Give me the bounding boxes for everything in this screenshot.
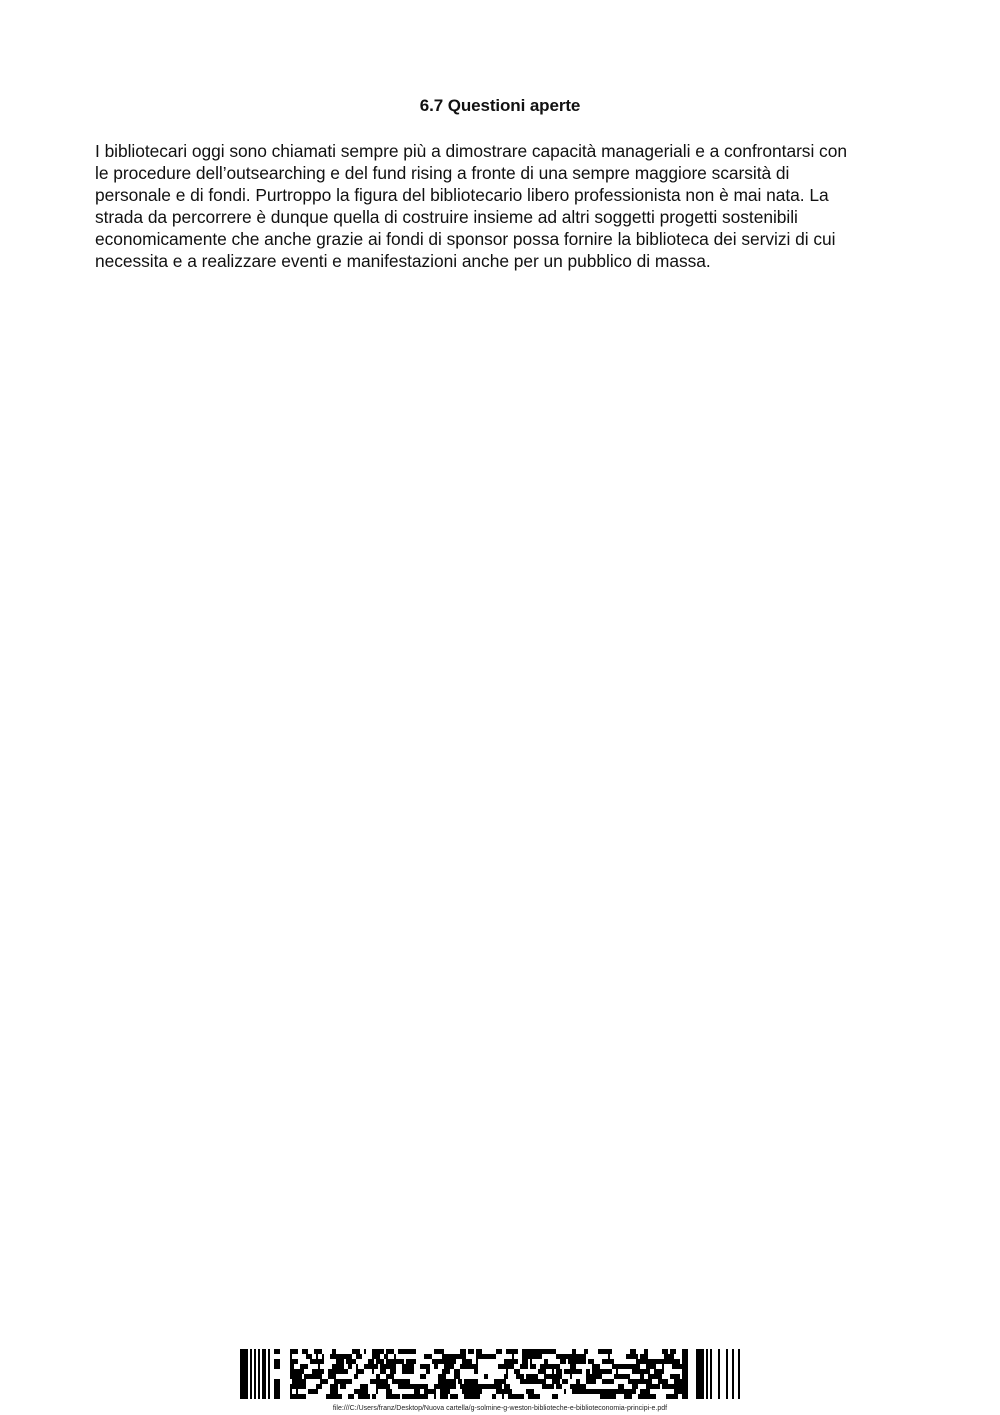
pdf417-barcode-icon <box>240 1349 746 1399</box>
paragraph-line: strada da percorrere è dunque quella di costruire insieme ad altri soggetti progetti sostenibili <box>95 207 798 227</box>
paragraph-line: necessita e a realizzare eventi e manifestazioni anche per un pubblico di massa. <box>95 251 711 271</box>
paragraph-line: le procedure dell’outsearching e del fund rising a fronte di una sempre maggiore scarsità di <box>95 163 790 183</box>
paragraph-line: economicamente che anche grazie ai fondi di sponsor possa fornire la biblioteca dei servizi di cui <box>95 229 836 249</box>
footer-file-path: file:///C:/Users/franz/Desktop/Nuova cartella/g-solmine-g-weston-biblioteche-e-biblioteconomia-principi-e.pdf <box>332 1405 668 1412</box>
paragraph-line: personale e di fondi. Purtroppo la figura del bibliotecario libero professionista non è mai nata. La <box>95 185 829 205</box>
body-paragraph <box>95 140 925 272</box>
section-heading: 6.7 Questioni aperte <box>419 96 581 115</box>
paragraph-line: I bibliotecari oggi sono chiamati sempre più a dimostrare capacità manageriali e a confrontarsi con <box>95 141 847 161</box>
